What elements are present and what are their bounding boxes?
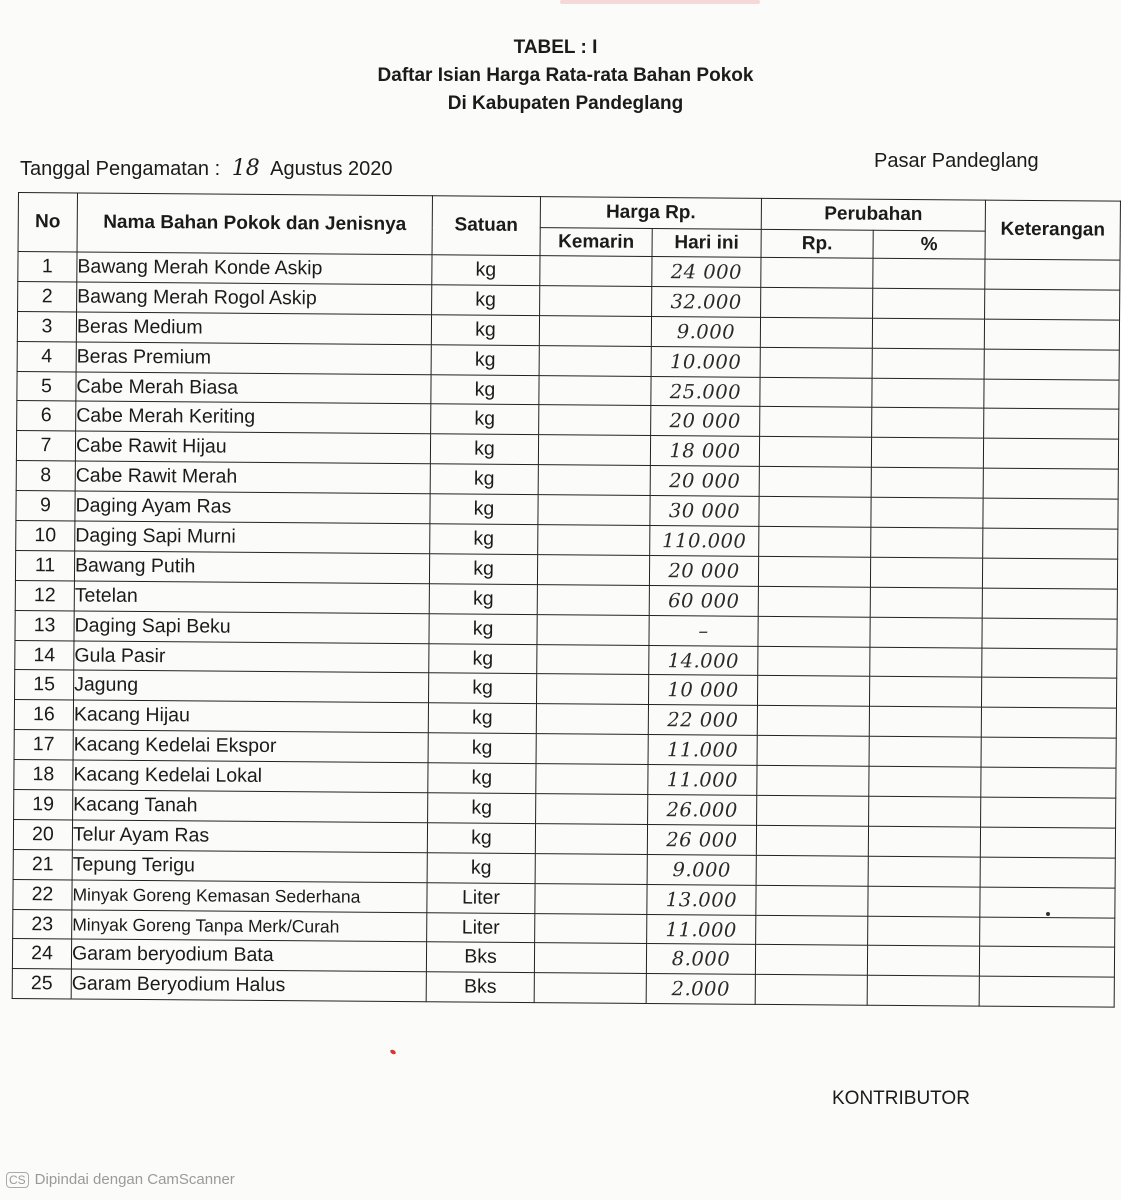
cell-change-rp	[758, 646, 870, 677]
cell-change-rp	[759, 467, 871, 498]
cell-change-pct	[869, 677, 981, 708]
cell-change-pct	[871, 467, 983, 498]
cell-yesterday	[538, 525, 650, 556]
cell-no: 18	[14, 760, 73, 790]
cell-unit: kg	[428, 673, 536, 704]
cell-name: Minyak Goreng Kemasan Sederhana	[72, 880, 427, 913]
cell-note	[981, 797, 1116, 828]
cell-yesterday	[536, 704, 648, 735]
cell-today: 22 000	[648, 705, 757, 736]
cell-name: Bawang Putih	[74, 551, 429, 584]
cell-change-rp	[759, 526, 871, 557]
cell-today: 11.000	[648, 735, 757, 766]
cell-unit: kg	[432, 255, 540, 286]
cell-change-rp	[760, 317, 872, 348]
cell-today: 32.000	[652, 286, 761, 317]
cell-change-pct	[873, 258, 985, 289]
cell-unit: kg	[429, 643, 537, 674]
cell-unit: Bks	[426, 972, 534, 1003]
cell-change-pct	[870, 647, 982, 678]
cell-yesterday	[539, 405, 651, 436]
header-name: Nama Bahan Pokok dan Jenisnya	[77, 193, 432, 255]
cell-unit: kg	[429, 554, 537, 585]
cell-yesterday	[536, 734, 648, 765]
cell-today: 2.000	[646, 974, 755, 1005]
cell-no: 1	[18, 252, 77, 282]
cell-change-rp	[756, 825, 868, 856]
cell-note	[982, 618, 1117, 649]
cell-no: 24	[12, 939, 71, 969]
cell-today: 18 000	[650, 436, 759, 467]
cell-change-pct	[871, 497, 983, 528]
cell-no: 21	[13, 849, 72, 879]
watermark-text: Dipindai dengan CamScanner	[34, 1171, 235, 1188]
cell-name: Garam beryodium Bata	[71, 939, 426, 972]
cell-name: Tepung Terigu	[72, 850, 427, 883]
header-yesterday: Kemarin	[540, 228, 652, 257]
cell-unit: Liter	[427, 912, 535, 943]
cell-note	[984, 349, 1119, 380]
cell-yesterday	[534, 973, 646, 1004]
header-change-pct: %	[873, 230, 985, 259]
cell-no: 8	[16, 461, 75, 491]
document-titles	[0, 34, 1121, 118]
cell-note	[985, 289, 1120, 320]
date-day-handwritten: 18	[231, 156, 260, 181]
cell-change-pct	[868, 856, 980, 887]
cell-name: Jagung	[74, 670, 429, 703]
header-unit: Satuan	[432, 196, 540, 256]
cell-today: 26.000	[648, 794, 757, 825]
header-change-rp: Rp.	[761, 229, 873, 258]
cell-unit: Liter	[427, 882, 535, 913]
cell-today: 11.000	[648, 765, 757, 796]
cell-no: 25	[12, 969, 71, 999]
cell-yesterday	[539, 315, 651, 346]
cell-no: 19	[14, 790, 73, 820]
cell-change-pct	[870, 617, 982, 648]
cell-note	[982, 558, 1117, 589]
cell-change-pct	[870, 587, 982, 618]
cell-note	[980, 857, 1115, 888]
cell-today: 8.000	[646, 944, 755, 975]
cell-change-pct	[872, 408, 984, 439]
cell-change-pct	[871, 527, 983, 558]
cell-change-pct	[868, 886, 980, 917]
cell-change-rp	[757, 736, 869, 767]
cell-today: 13.000	[647, 884, 756, 915]
cell-note	[985, 259, 1120, 290]
cell-name: Daging Sapi Murni	[75, 521, 430, 554]
cell-no: 15	[15, 670, 74, 700]
cell-change-pct	[868, 826, 980, 857]
cell-yesterday	[534, 943, 646, 974]
cell-name: Tetelan	[74, 581, 429, 614]
cell-unit: kg	[430, 494, 538, 525]
cell-today: 60 000	[649, 585, 758, 616]
camscanner-logo-icon: CS	[6, 1172, 29, 1188]
cell-today: 9.000	[651, 316, 760, 347]
cell-no: 6	[17, 401, 76, 431]
cell-note	[983, 528, 1118, 559]
cell-no: 16	[14, 700, 73, 730]
cell-today: 20 000	[651, 406, 760, 437]
cell-name: Kacang Kedelai Ekspor	[73, 730, 428, 763]
cell-unit: kg	[428, 703, 536, 734]
cell-today: 9.000	[647, 854, 756, 885]
cell-note	[979, 976, 1114, 1007]
observation-date	[20, 156, 393, 181]
cell-name: Daging Ayam Ras	[75, 491, 430, 524]
cell-no: 14	[15, 640, 74, 670]
cell-today: –	[649, 615, 758, 646]
cell-no: 3	[17, 311, 76, 341]
cell-note	[981, 767, 1116, 798]
header-price: Harga Rp.	[540, 197, 761, 230]
cell-change-pct	[867, 946, 979, 977]
cell-name: Cabe Rawit Merah	[75, 461, 430, 494]
cell-today: 20 000	[650, 466, 759, 497]
header-no: No	[18, 193, 77, 252]
cell-today: 10 000	[648, 675, 757, 706]
header-note: Keterangan	[985, 200, 1120, 260]
cell-yesterday	[535, 883, 647, 914]
cell-no: 5	[17, 371, 76, 401]
cell-note	[981, 678, 1116, 709]
cell-yesterday	[538, 435, 650, 466]
cell-yesterday	[538, 465, 650, 496]
cell-change-rp	[756, 915, 868, 946]
cell-change-rp	[758, 616, 870, 647]
cell-note	[981, 737, 1116, 768]
cell-today: 11.000	[647, 914, 756, 945]
cell-change-pct	[872, 318, 984, 349]
cell-unit: kg	[430, 524, 538, 555]
cell-unit: kg	[428, 763, 536, 794]
cell-name: Kacang Tanah	[73, 790, 428, 823]
cell-yesterday	[535, 824, 647, 855]
cell-change-pct	[867, 976, 979, 1007]
cell-note	[982, 588, 1117, 619]
cell-yesterday	[536, 794, 648, 825]
cell-change-pct	[869, 796, 981, 827]
cell-no: 22	[13, 879, 72, 909]
cell-no: 17	[14, 730, 73, 760]
cell-change-rp	[759, 496, 871, 527]
cell-unit: kg	[428, 733, 536, 764]
scanner-watermark	[6, 1171, 235, 1188]
cell-yesterday	[537, 584, 649, 615]
table-body	[12, 252, 1120, 1008]
cell-today: 20 000	[649, 555, 758, 586]
price-table	[12, 192, 1121, 1008]
cell-no: 2	[18, 281, 77, 311]
cell-no: 7	[16, 431, 75, 461]
cell-change-rp	[759, 437, 871, 468]
cell-name: Cabe Merah Keriting	[76, 401, 431, 434]
cell-yesterday	[539, 375, 651, 406]
cell-yesterday	[535, 913, 647, 944]
cell-unit: kg	[432, 285, 540, 316]
cell-change-pct	[869, 766, 981, 797]
cell-note	[983, 468, 1118, 499]
cell-change-rp	[760, 377, 872, 408]
document-subtitle: Di Kabupaten Pandeglang	[447, 93, 684, 114]
cell-no: 4	[17, 341, 76, 371]
cell-change-rp	[760, 407, 872, 438]
top-edge-mark	[560, 0, 760, 4]
cell-note	[979, 947, 1114, 978]
cell-unit: kg	[430, 464, 538, 495]
cell-name: Gula Pasir	[74, 641, 429, 674]
cell-yesterday	[536, 674, 648, 705]
cell-name: Bawang Merah Rogol Askip	[77, 282, 432, 315]
cell-change-rp	[756, 885, 868, 916]
cell-no: 13	[15, 610, 74, 640]
header-today: Hari ini	[652, 228, 761, 257]
market-name: Pasar Pandeglang	[874, 150, 1039, 172]
cell-today: 24 000	[652, 256, 761, 287]
cell-name: Kacang Kedelai Lokal	[73, 760, 428, 793]
cell-no: 12	[15, 580, 74, 610]
cell-change-rp	[755, 975, 867, 1006]
cell-change-rp	[757, 795, 869, 826]
cell-name: Daging Sapi Beku	[74, 611, 429, 644]
stray-mark	[1046, 912, 1050, 916]
cell-yesterday	[537, 554, 649, 585]
cell-change-rp	[755, 945, 867, 976]
date-label: Tanggal Pengamatan :	[20, 158, 221, 180]
cell-today: 26 000	[647, 824, 756, 855]
cell-change-rp	[756, 855, 868, 886]
cell-no: 23	[13, 909, 72, 939]
cell-yesterday	[540, 256, 652, 287]
cell-change-rp	[758, 556, 870, 587]
cell-unit: kg	[430, 434, 538, 465]
stray-mark	[389, 1049, 396, 1055]
cell-today: 10.000	[651, 346, 760, 377]
cell-yesterday	[537, 614, 649, 645]
cell-change-pct	[873, 288, 985, 319]
cell-note	[984, 379, 1119, 410]
cell-name: Bawang Merah Konde Askip	[77, 252, 432, 285]
date-month-year: Agustus 2020	[270, 158, 393, 180]
cell-note	[983, 438, 1118, 469]
cell-unit: kg	[431, 315, 539, 346]
cell-today: 110.000	[650, 525, 759, 556]
cell-change-rp	[761, 287, 873, 318]
cell-name: Minyak Goreng Tanpa Merk/Curah	[72, 910, 427, 943]
cell-name: Kacang Hijau	[73, 700, 428, 733]
cell-change-rp	[757, 706, 869, 737]
cell-change-rp	[757, 765, 869, 796]
cell-note	[980, 917, 1115, 948]
cell-change-rp	[761, 257, 873, 288]
cell-yesterday	[539, 345, 651, 376]
cell-note	[983, 498, 1118, 529]
cell-name: Beras Premium	[76, 342, 431, 375]
cell-change-pct	[872, 348, 984, 379]
contributor-label: KONTRIBUTOR	[832, 1088, 970, 1109]
cell-today: 30 000	[650, 496, 759, 527]
table-number: TABEL : I	[513, 37, 598, 58]
cell-yesterday	[535, 853, 647, 884]
cell-unit: kg	[431, 404, 539, 435]
cell-change-pct	[872, 378, 984, 409]
cell-note	[984, 409, 1119, 440]
cell-change-rp	[758, 586, 870, 617]
cell-yesterday	[538, 495, 650, 526]
cell-name: Cabe Merah Biasa	[76, 372, 431, 405]
cell-note	[982, 648, 1117, 679]
cell-unit: kg	[431, 344, 539, 375]
cell-no: 9	[16, 491, 75, 521]
header-change: Perubahan	[761, 198, 985, 231]
cell-change-pct	[871, 438, 983, 469]
cell-note	[981, 707, 1116, 738]
cell-unit: kg	[428, 793, 536, 824]
cell-yesterday	[537, 644, 649, 675]
cell-unit: kg	[427, 823, 535, 854]
cell-note	[984, 319, 1119, 350]
cell-change-pct	[870, 557, 982, 588]
cell-change-pct	[869, 736, 981, 767]
cell-unit: kg	[429, 613, 537, 644]
cell-today: 25.000	[651, 376, 760, 407]
cell-change-rp	[760, 347, 872, 378]
cell-name: Garam Beryodium Halus	[71, 969, 426, 1002]
cell-yesterday	[540, 285, 652, 316]
cell-name: Telur Ayam Ras	[72, 820, 427, 853]
cell-unit: Bks	[426, 942, 534, 973]
cell-yesterday	[536, 764, 648, 795]
cell-name: Beras Medium	[76, 312, 431, 345]
cell-today: 14.000	[649, 645, 758, 676]
cell-name: Cabe Rawit Hijau	[75, 431, 430, 464]
cell-unit: kg	[427, 853, 535, 884]
cell-change-rp	[757, 676, 869, 707]
cell-change-pct	[869, 707, 981, 738]
document-title: Daftar Isian Harga Rata-rata Bahan Pokok	[377, 65, 754, 86]
cell-unit: kg	[429, 584, 537, 615]
cell-note	[980, 827, 1115, 858]
cell-no: 20	[13, 819, 72, 849]
cell-no: 10	[16, 521, 75, 551]
cell-unit: kg	[431, 374, 539, 405]
cell-no: 11	[15, 550, 74, 580]
cell-change-pct	[868, 916, 980, 947]
